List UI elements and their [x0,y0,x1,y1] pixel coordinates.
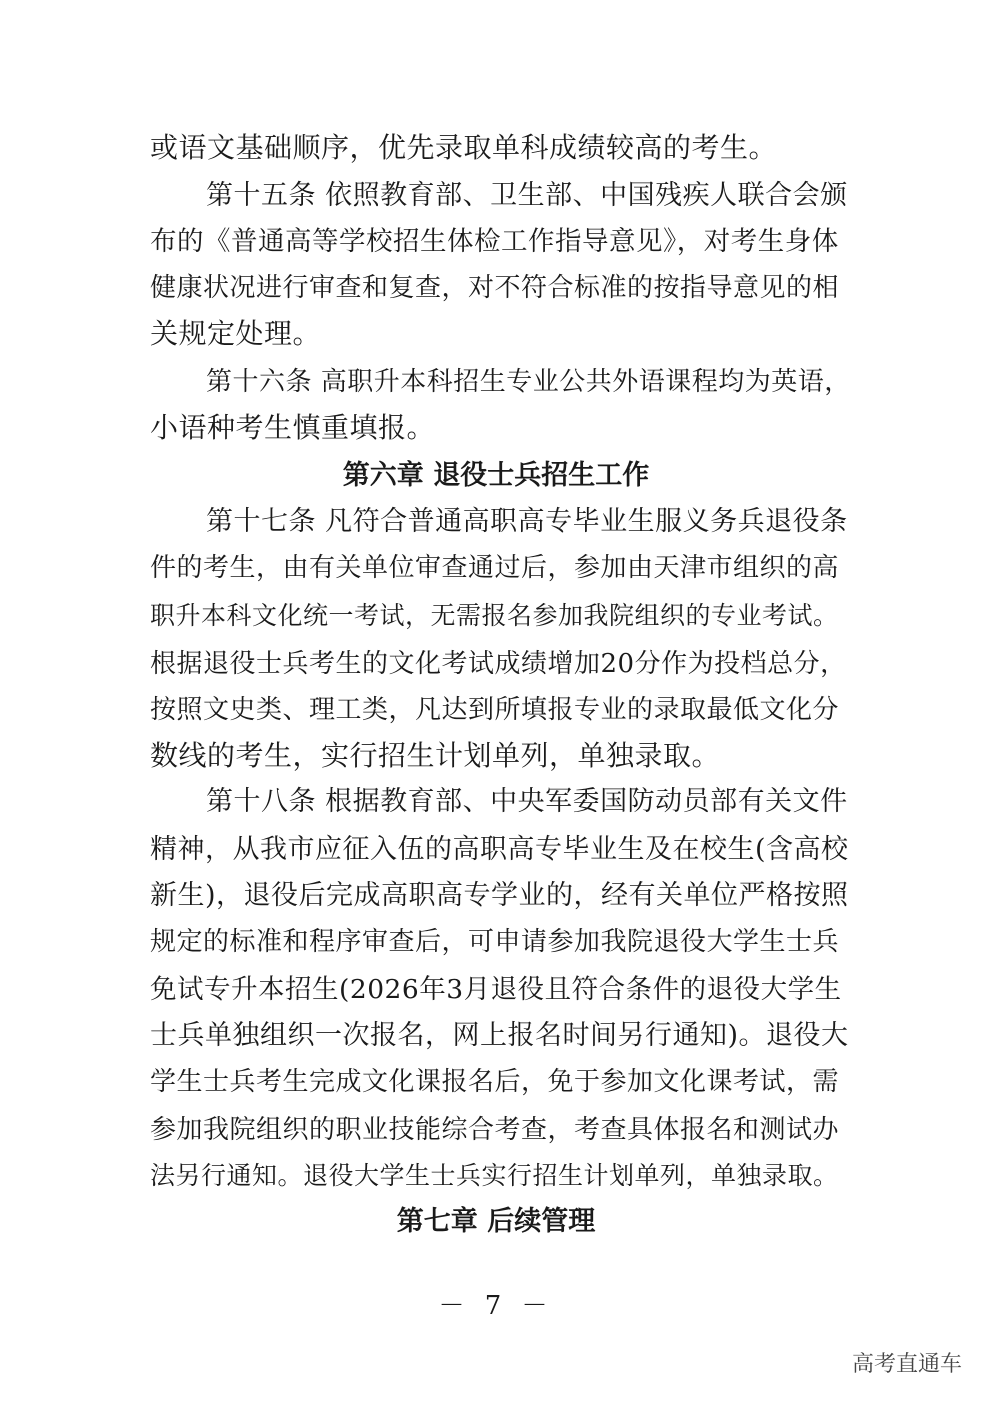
text-line: 规定的标准和程序审查后，可申请参加我院退役大学生士兵 [150,927,840,957]
text-line: 第十六条 高职升本科招生专业公共外语课程均为英语， [206,367,851,397]
text-line: 健康状况进行审查和复查，对不符合标准的按指导意见的相 [150,273,840,303]
text-line: 学生士兵考生完成文化课报名后，免于参加文化课考试，需 [150,1067,840,1097]
text-line: 根据退役士兵考生的文化考试成绩增加20分作为投档总分， [150,649,847,679]
text-line: 第十八条 根据教育部、中央军委国防动员部有关文件 [206,786,848,817]
text-line: 精神，从我市应征入伍的高职高专毕业生及在校生(含高校 [150,834,849,865]
text-line: 数线的考生，实行招生计划单列，单独录取。 [150,739,721,772]
text-line: 或语文基础顺序，优先录取单科成绩较高的考生。 [150,131,778,164]
text-line: 参加我院组织的职业技能综合考查，考查具体报名和测试办 [150,1115,840,1145]
text-line: 布的《普通高等学校招生体检工作指导意见》，对考生身体 [150,226,839,257]
chapter-7-heading: 第七章 后续管理 [396,1206,596,1237]
text-line: 小语种考生慎重填报。 [150,411,436,444]
text-line: 法另行通知。退役大学生士兵实行招生计划单列，单独录取。 [150,1161,839,1190]
text-line: 关规定处理。 [150,317,322,350]
text-line: 士兵单独组织一次报名，网上报名时间另行通知)。退役大 [150,1020,849,1051]
text-line: 第十七条 凡符合普通高职高专毕业生服义务兵退役条 [206,506,848,537]
watermark: 高考直通车 [851,1352,962,1377]
text-line: 第十五条 依照教育部、卫生部、中国残疾人联合会颁 [206,180,848,211]
text-line: 件的考生，由有关单位审查通过后，参加由天津市组织的高 [150,553,840,583]
text-line: 职升本科文化统一考试，无需报名参加我院组织的专业考试。 [150,601,839,630]
text-line: 免试专升本招生(2026年3月退役且符合条件的退役大学生 [150,974,842,1005]
text-line: 新生)，退役后完成高职高专学业的，经有关单位严格按照 [150,880,849,911]
page-number: － 7 － [438,1291,554,1321]
text-line: 按照文史类、理工类，凡达到所填报专业的录取最低文化分 [150,695,840,725]
chapter-6-heading: 第六章 退役士兵招生工作 [342,460,650,491]
